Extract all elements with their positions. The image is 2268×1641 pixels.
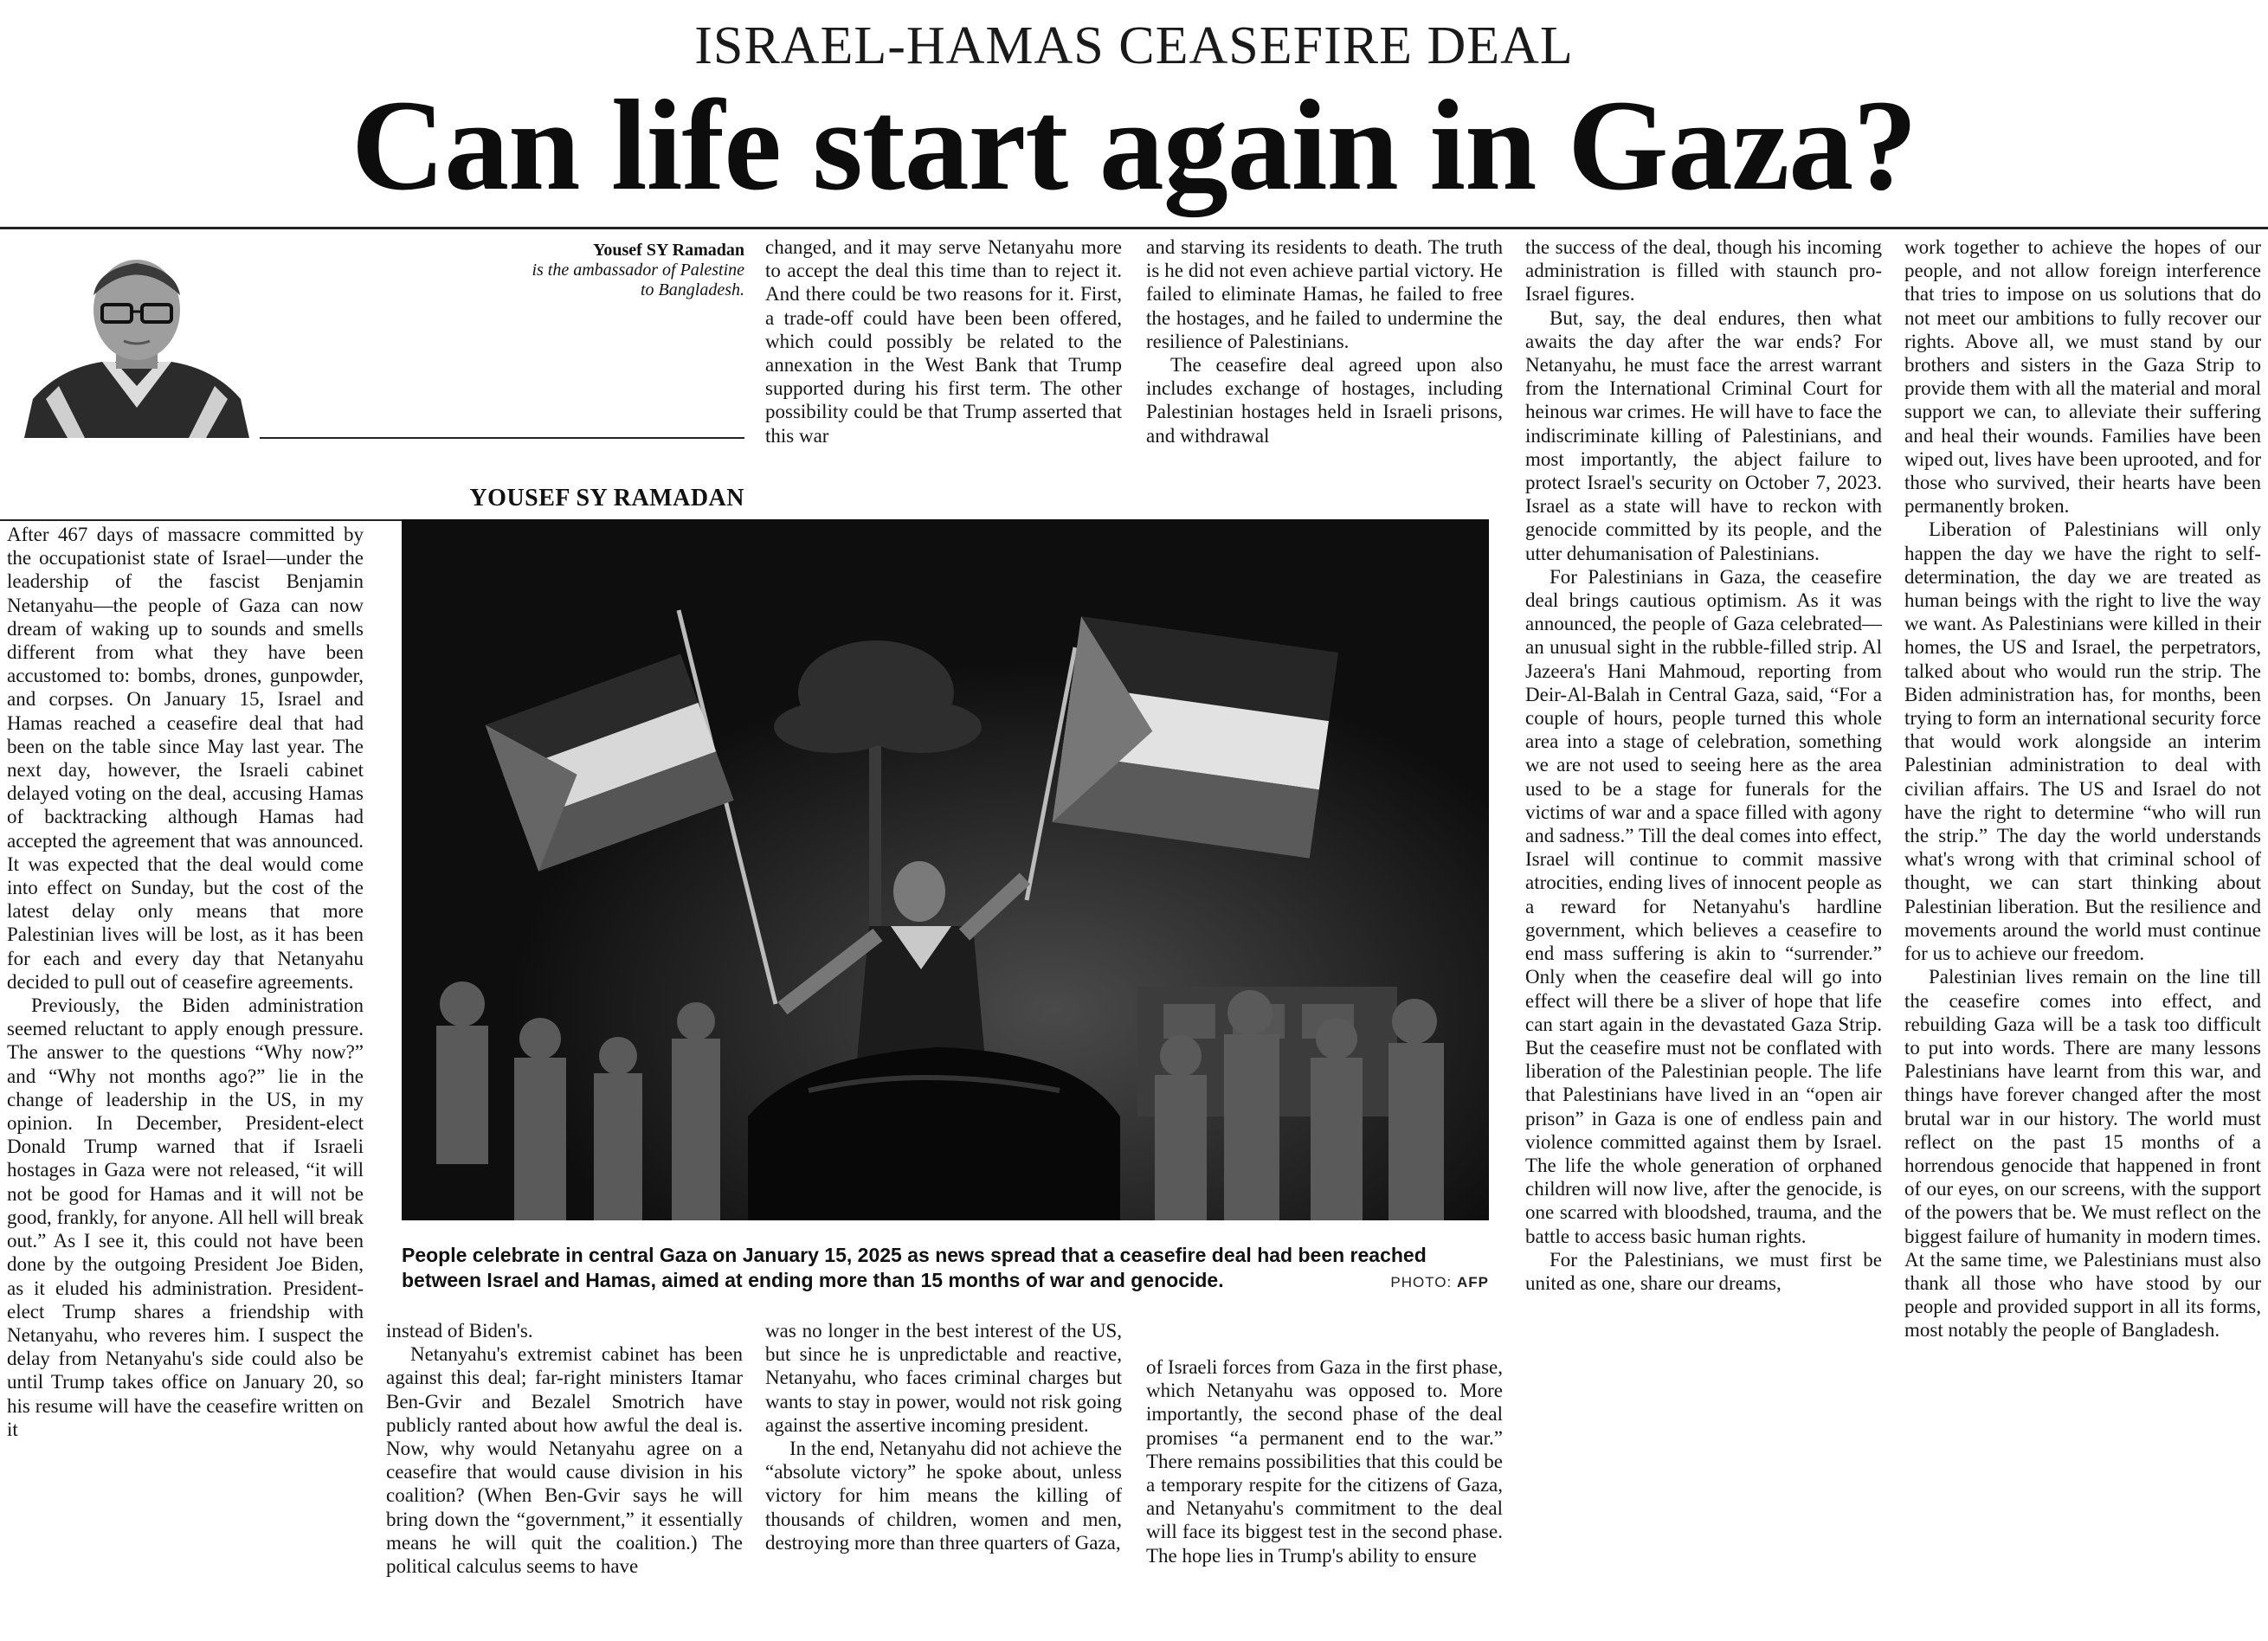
paragraph: of Israeli forces from Gaza in the first phase, which Netanyahu was opposed to. More importantly, the second phase of the deal promises “a permanent end to the war.” There remains possibilities that this could be a temporary respite for the citizens of Gaza, and Netanyahu's commitment to the deal will face its biggest test in the second phase. The hope lies in Trump's ability to ensure <box>1146 1356 1503 1567</box>
article-column-3-top <box>1146 235 1503 530</box>
paragraph: work together to achieve the hopes of our people, and not allow foreign interference that tries to impose on us solutions that do not meet our ambitions to fully recover our rights. Above all, we must stand by our brothers and sisters in the Gaza Strip to provide them with all the material and moral support we can, to alleviate their suffering and heal their wounds. Families have been wiped out, lives have been uprooted, and for those who survived, their hearts have been permanently broken. <box>1904 236 2261 518</box>
paragraph: The ceasefire deal agreed upon also includes exchange of hostages, including Palestinian hostages held in Israeli prisons, and withdrawal <box>1146 354 1503 447</box>
paragraph: After 467 days of massacre committed by the occupationist state of Israel—under the leadership of the fascist Benjamin Netanyahu—the people of Gaza can now dream of waking up to sounds and smells different from what they have been accustomed to: bombs, drones, gunpowder, and corpses. On January 15, Israel and Hamas reached a ceasefire deal that had been on the table since May last year. The next day, however, the Israeli cabinet delayed voting on the deal, accusing Hamas of backtracking although Hamas had accepted the agreement that was announced. It was expected that the deal would come into effect on Sunday, but the cost of the latest delay only means that more Palestinian lives will be lost, as it has been for each and every day that Netanyahu decided to pull out of ceasefire agreements. <box>7 524 364 993</box>
author-byline <box>372 241 744 300</box>
article-column-2-bottom <box>386 1319 743 1636</box>
article-column-6 <box>1904 235 2261 1636</box>
paragraph: changed, and it may serve Netanyahu more to accept the deal this time than to reject it. And there could be two reasons for it. First, a trade-off could have been been offered, which could possibly be related to the annexation in the West Bank that Trump supported during his first term. The other possibility could be that Trump asserted that this war <box>765 236 1122 447</box>
top-rule <box>0 227 2268 229</box>
paragraph: was no longer in the best interest of the US, but since he is unpredictable and reactive, Netanyahu, who faces criminal charges but wants to stay in power, would not risk going against the assertive incoming president. <box>765 1320 1122 1436</box>
photo-caption: People celebrate in central Gaza on January 15, 2025 as news spread that a ceasefire deal had been reached between Israel and Hamas, aimed at ending more than 15 months of war and genocide. <box>402 1244 1427 1291</box>
article-column-1 <box>7 523 364 1636</box>
author-desc-line1: is the ambassador of Palestine <box>532 261 744 280</box>
paragraph: Liberation of Palestinians will only happen the day we have the right to self-determination, the day we are treated as human beings with the right to live the way we want. As Palestinians were killed in their homes, the US and Israel, the perpetrators, talked about who would run the strip. The Biden administration has, for months, been trying to form an international security force that would work alongside an interim Palestinian administration to deal with civilian affairs. The US and Israel do not have the right to determine “who will run the strip.” The day the world understands what's wrong with that criminal school of thought, we can start thinking about Palestinian liberation. But the resilience and movements around the world must continue for us to achieve our freedom. <box>1904 518 2261 965</box>
paragraph: instead of Biden's. <box>386 1320 533 1342</box>
paragraph: the success of the deal, though his incoming administration is filled with staunch pro-Israel figures. <box>1525 236 1882 306</box>
author-desc-line2: to Bangladesh. <box>641 280 744 299</box>
article-column-4-bottom <box>1146 1355 1503 1636</box>
section-kicker: ISRAEL-HAMAS CEASEFIRE DEAL <box>694 16 1574 75</box>
paragraph: Netanyahu's extremist cabinet has been against this deal; far-right ministers Itamar Ben-Gvir and Bezalel Smotrich have publicly ranted about how awful the deal is. Now, why would Netanyahu agree on a ceasefire that would cause division in his coalition? (When Ben-Gvir says he will bring down the “government,” it essentially means he will quit the coalition.) The political calculus seems to have <box>386 1343 743 1578</box>
author-caps-byline: YOUSEF SY RAMADAN <box>469 485 744 512</box>
article-column-3-bottom <box>765 1319 1122 1636</box>
paragraph: Previously, the Biden administration seemed reluctant to apply enough pressure. The answer to the questions “Why now?” and “Why not months ago?” lie in the change of leadership in the US, in my opinion. In December, President-elect Donald Trump warned that if Israeli hostages in Gaza were not released, “it will not be good for Hamas and it will not be good, frankly, for anyone. All hell will break out.” As I see it, this could not have been done by the outgoing President Joe Biden, as it eluded his administration. President-elect Trump shares a friendship with Netanyahu, who reveres him. I suspect the delay from Netanyahu's side could also be until Trump takes office on January 20, so his resume will have the ceasefire written on it <box>7 994 364 1440</box>
paragraph: For Palestinians in Gaza, the ceasefire deal brings cautious optimism. As it was announced, the people of Gaza celebrated—an unusual sight in the rubble-filled strip. Al Jazeera's Hani Mahmoud, reporting from Deir-Al-Balah in Central Gaza, said, “For a couple of hours, people turned this whole area into a stage of celebration, something we are not used to seeing here as the area used to be a stage for funerals for the victims of war and a space filled with agony and sadness.” Till the deal comes into effect, Israel will continue to commit massive atrocities, ending lives of innocent people as a reward for Netanyahu's hardline government, which believes a ceasefire to end mass suffering is akin to “surrender.” Only when the ceasefire deal will go into effect will there be a sliver of hope that life can start again in the devastated Gaza Strip. But the ceasefire must not be conflated with liberation of the Palestinian people. The life that Palestinians have lived in an “open air prison” in Gaza is one of endless pain and violence committed against them by Israel. The life the whole generation of orphaned children will now live, after the genocide, is one scarred with bloodshed, trauma, and the battle to access basic human rights. <box>1525 565 1882 1247</box>
author-name: Yousef SY Ramadan <box>593 241 744 260</box>
paragraph: Palestinian lives remain on the line till the ceasefire comes into effect, and rebuilding Gaza will be a task too difficult to put into words. There are many lessons Palestinians have learnt from this war, and things have forever changed after the most brutal war in our history. The world must reflect on the past 15 months of a horrendous genocide that happened in front of our eyes, on our screens, with the support of the powers that be. We must reflect on the biggest failure of humanity in modern times. At the same time, we Palestinians must also thank all those who have stood by our people and provided support in all its forms, most notably the people of Bangladesh. <box>1904 966 2261 1342</box>
headline: Can life start again in Gaza? <box>351 74 1917 217</box>
photo-credit <box>1385 1274 1489 1291</box>
article-column-5 <box>1525 235 1882 1636</box>
paragraph: and starving its residents to death. The truth is he did not even achieve partial victory. He failed to eliminate Hamas, he failed to free the hostages, and he failed to undermine the resilience of Palestinians. <box>1146 236 1503 352</box>
author-portrait <box>7 248 267 438</box>
paragraph: But, say, the deal endures, then what awaits the day after the war ends? For Netanyahu, he must face the arrest warrant from the International Criminal Court for heinous war crimes. He will have to face the indiscriminate killing of Palestinians, and most importantly, the abject failure to protect Israel's security on October 7, 2023. Israel as a state will have to reckon with genocide committed by its people, and the utter dehumanisation of Palestinians. <box>1525 306 1882 564</box>
news-photo <box>402 519 1489 1220</box>
article-column-2-top <box>765 235 1122 530</box>
author-rule <box>260 437 744 439</box>
photo-credit-label: PHOTO: <box>1390 1274 1453 1290</box>
photo-credit-source: AFP <box>1457 1274 1489 1290</box>
paragraph: In the end, Netanyahu did not achieve the “absolute victory” he spoke about, unless victory for him means the killing of thousands of children, women and men, destroying more than three quarters of Gaza, <box>765 1438 1122 1554</box>
paragraph: For the Palestinians, we must first be united as one, share our dreams, <box>1525 1248 1882 1294</box>
